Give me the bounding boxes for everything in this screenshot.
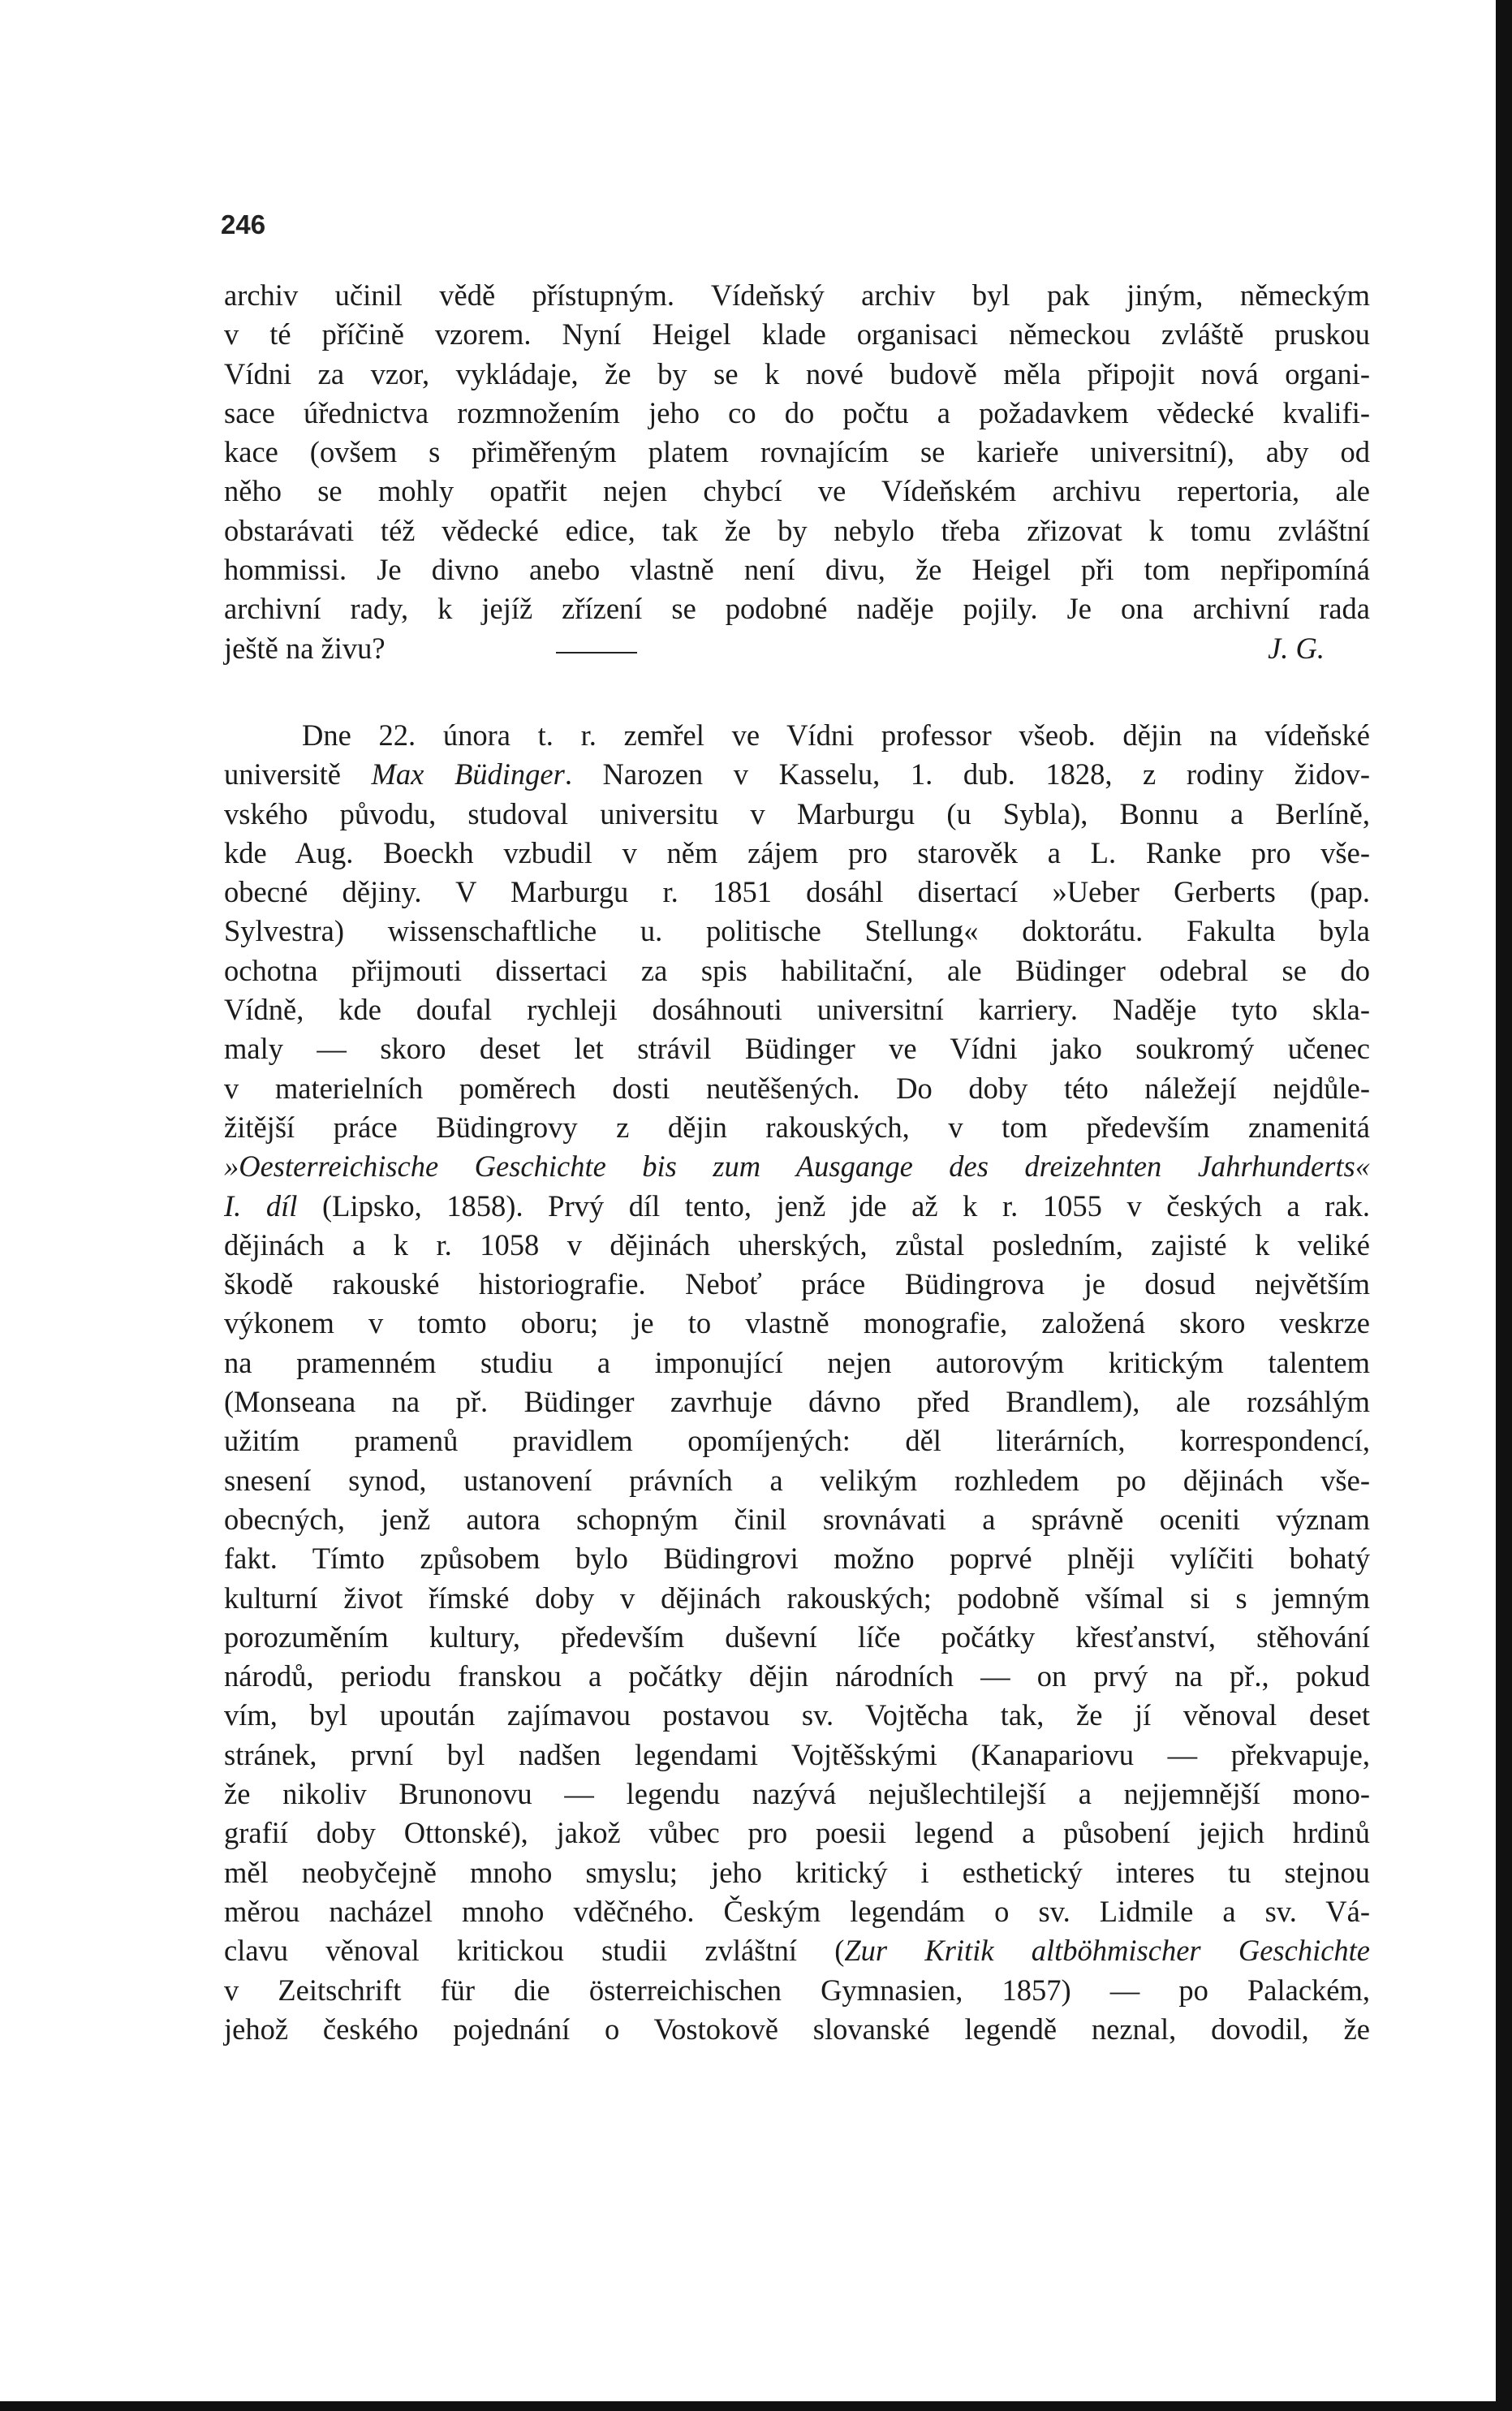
text-fragment: universitě: [224, 757, 372, 791]
text-line: škodě rakouské historiografie. Neboť práce Büdingrova je dosud největším: [224, 1267, 1370, 1301]
text-line: sace úřednictva rozmnožením jeho co do počtu a požadavkem vědecké kvalifi-: [224, 395, 1370, 429]
text-line: výkonem v tomto oboru; je to vlastně monografie, založená skoro veskrze: [224, 1306, 1370, 1340]
text-line: dějinách a k r. 1058 v dějinách uherských, zůstal posledním, zajisté k veliké: [224, 1227, 1370, 1262]
text-line: vského původu, studoval universitu v Marburgu (u Sybla), Bonnu a Berlíně,: [224, 796, 1370, 830]
text-line: stránek, první byl nadšen legendami Vojtěšskými (Kanapariovu — překvapuje,: [224, 1737, 1370, 1771]
paragraph-heigel: [224, 276, 1370, 668]
text-line: měl neobyčejně mnoho smyslu; jeho kritický i esthetický interes tu stejnou: [224, 1855, 1370, 1889]
text-line: obecné dějiny. V Marburgu r. 1851 dosáhl disertací »Ueber Gerberts (pap.: [224, 875, 1370, 909]
scan-border-right: [1496, 0, 1512, 2411]
text-line: maly — skoro deset let strávil Büdinger ve Vídni jako soukromý učenec: [224, 1032, 1370, 1066]
text-line: Sylvestra) wissenschaftliche u. politische Stellung« doktorátu. Fakulta byla: [224, 914, 1370, 948]
separator-rule: [556, 652, 637, 653]
text-line: vím, byl upoután zajímavou postavou sv. Vojtěcha tak, že jí věnoval deset: [224, 1698, 1370, 1732]
text-line: (Monseana na př. Büdinger zavrhuje dávno před Brandlem), ale rozsáhlým: [224, 1385, 1370, 1419]
text-line: jehož českého pojednání o Vostokově slovanské legendě neznal, dovodil, že: [224, 2012, 1370, 2046]
text-line: [224, 1931, 1370, 1970]
text-line: archivní rady, k jejíž zřízení se podobné naděje pojily. Je ona archivní rada: [224, 592, 1370, 626]
volume-label: I. díl: [224, 1188, 298, 1223]
text-line: měrou nacházel mnoho vděčného. Českým legendám o sv. Lidmile a sv. Vá-: [224, 1894, 1370, 1928]
text-line-last: ještě na živu?: [224, 631, 386, 665]
text-fragment: clavu věnoval kritickou studii zvláštní (: [224, 1934, 845, 1968]
text-line: v té příčině vzorem. Nyní Heigel klade organisaci německou zvláště pruskou: [224, 317, 1370, 352]
page-number: 246: [221, 209, 266, 239]
text-line: obecných, jenž autora schopným činil srovnávati a správně oceniti význam: [224, 1502, 1370, 1536]
text-line: kace (ovšem s přiměřeným platem rovnajícím se karieře universitní), aby od: [224, 435, 1370, 469]
text-line: Vídně, kde doufal rychleji dosáhnouti universitní karriery. Naděje tyto skla-: [224, 993, 1370, 1027]
text-line: fakt. Tímto způsobem bylo Büdingrovi možno poprvé plněji vylíčiti bohatý: [224, 1542, 1370, 1576]
text-line: [224, 755, 1370, 794]
text-fragment: . Narozen v Kasselu, 1. dub. 1828, z rodiny židov-: [564, 757, 1370, 791]
text-line: hommissi. Je divno anebo vlastně není divu, že Heigel při tom nepřipomíná: [224, 553, 1370, 587]
article-title: Zur Kritik altböhmischer Geschichte: [844, 1934, 1371, 1968]
text-line: Vídni za vzor, vykládaje, že by se k nové budově měla připojit nová organi-: [224, 356, 1370, 390]
text-line: obstarávati též vědecké edice, tak že by nebylo třeba zřizovat k tomu zvláštní: [224, 513, 1370, 547]
text-line: grafií doby Ottonské), jakož vůbec pro poesii legend a působení jejich hrdinů: [224, 1816, 1370, 1850]
text-line: žitější práce Büdingrovy z dějin rakouských, v tom především znamenitá: [224, 1110, 1370, 1144]
text-fragment: (Lipsko, 1858). Prvý díl tento, jenž jde až k r. 1055 v českých a rak.: [297, 1188, 1370, 1223]
text-line: v materielních poměrech dosti neutěšených. Do doby této náležejí nejdůle-: [224, 1071, 1370, 1105]
text-line: snesení synod, ustanovení právních a velikým rozhledem po dějinách vše-: [224, 1463, 1370, 1497]
text-line: něho se mohly opatřit nejen chybcí ve Vídeňském archivu repertoria, ale: [224, 474, 1370, 508]
book-title-line: »Oesterreichische Geschichte bis zum Ausgange des dreizehnten Jahrhunderts«: [224, 1149, 1370, 1184]
text-line: na pramenném studiu a imponující nejen autorovým kritickým talentem: [224, 1345, 1370, 1379]
text-line: užitím pramenů pravidlem opomíjených: děl literárních, korrespondencí,: [224, 1424, 1370, 1458]
text-line: ochotna přijmouti dissertaci za spis habilitační, ale Büdinger odebral se do: [224, 953, 1370, 987]
text-line: národů, periodu franskou a počátky dějin národních — on prvý na př., pokud: [224, 1659, 1370, 1693]
author-signature: J. G.: [1268, 631, 1325, 665]
text-line: Dne 22. února t. r. zemřel ve Vídni professor všeob. dějin na vídeňské: [302, 718, 1370, 752]
text-line: porozuměním kultury, především duševní líče počátky křesťanství, stěhování: [224, 1620, 1370, 1654]
text-line: že nikoliv Brunonovu — legendu nazývá nejušlechtilejší a nejjemnější mono-: [224, 1777, 1370, 1811]
person-name: Max Büdinger: [371, 757, 565, 791]
paragraph-budinger-obituary: [224, 716, 1370, 2049]
text-line: v Zeitschrift für die österreichischen Gymnasien, 1857) — po Palackém,: [224, 1973, 1370, 2007]
closing-line: [224, 629, 1370, 668]
scan-border-bottom: [0, 2401, 1512, 2411]
text-line: archiv učinil vědě přístupným. Vídeňský archiv byl pak jiným, německým: [224, 278, 1370, 312]
text-line: kde Aug. Boeckh vzbudil v něm zájem pro starověk a L. Ranke pro vše-: [224, 835, 1370, 869]
text-line: [224, 1187, 1370, 1226]
text-line: kulturní život římské doby v dějinách rakouských; podobně všímal si s jemným: [224, 1581, 1370, 1615]
